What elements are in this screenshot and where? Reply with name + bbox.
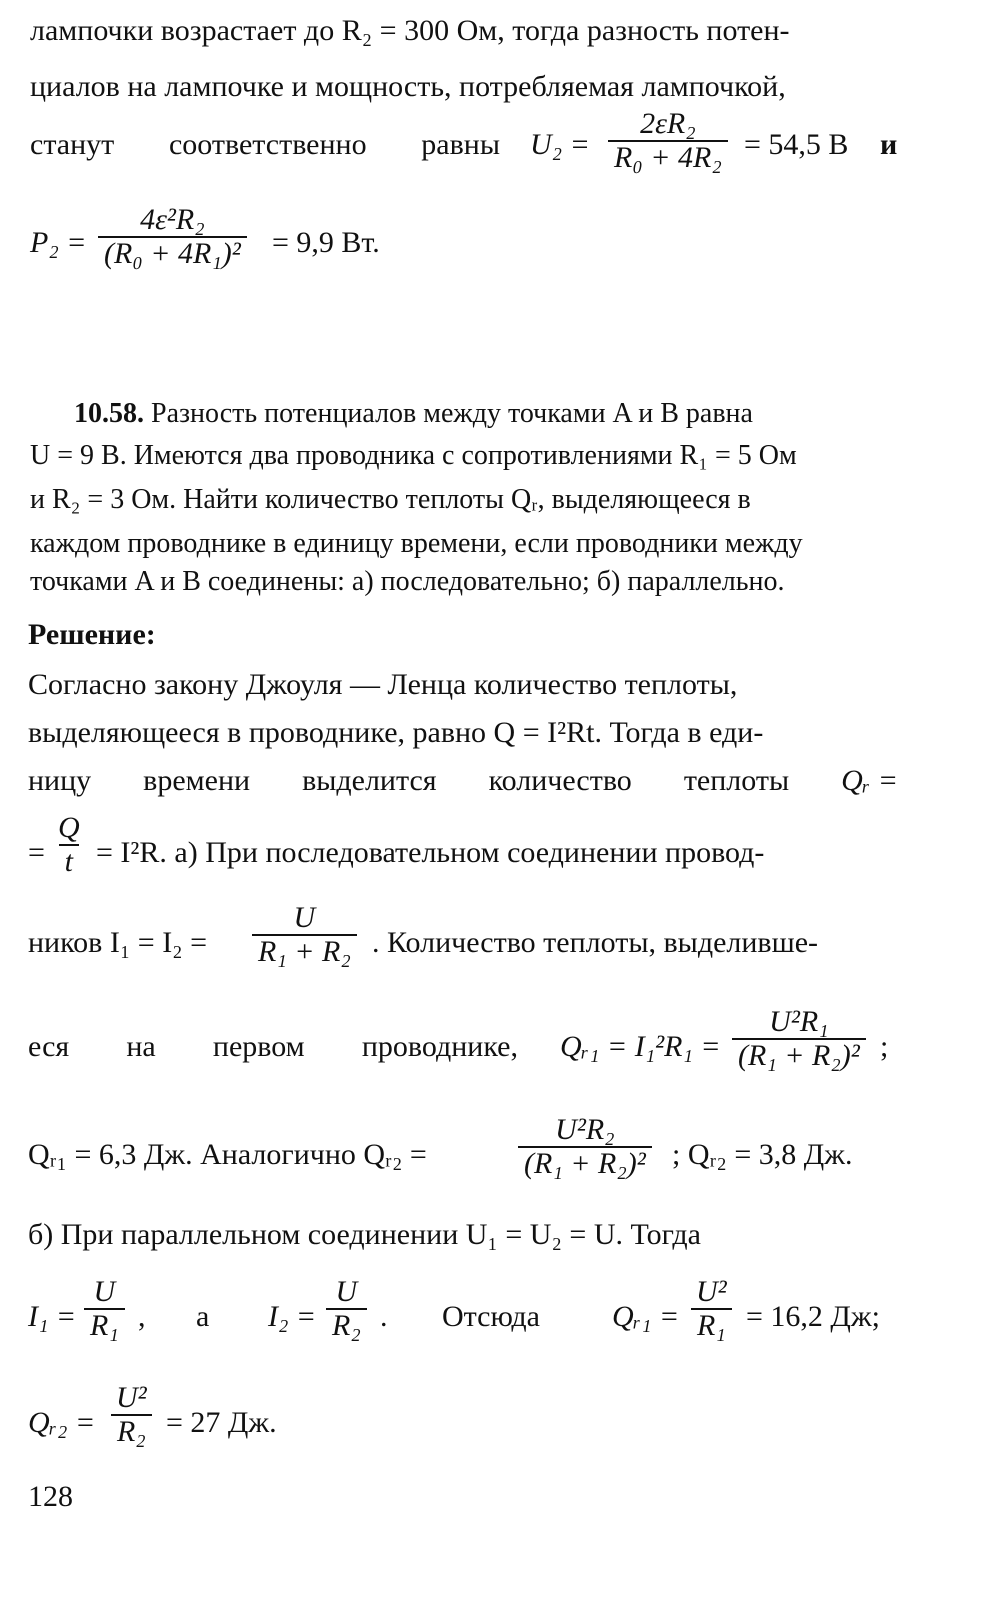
fraction — [608, 108, 728, 173]
fraction — [52, 812, 86, 877]
denominator: (R₀ + 4R₁)² — [98, 236, 247, 270]
numerator: 2εR₂ — [640, 107, 696, 140]
fraction — [518, 1114, 652, 1179]
solution-line — [28, 1030, 518, 1064]
word: теплоты — [683, 764, 790, 797]
formula-label: U₂ = — [530, 128, 590, 161]
word: еся — [28, 1030, 70, 1063]
formula-label: I₁ = — [28, 1300, 77, 1333]
fraction — [326, 1276, 367, 1341]
numerator: Q — [58, 811, 80, 844]
word: ницу — [28, 764, 92, 797]
denominator: t — [59, 844, 79, 878]
text-line: лампочки возрастает до R₂ = 300 Ом, тогда разность потен- — [30, 14, 790, 47]
word: времени — [143, 764, 251, 797]
problem-line: каждом проводнике в единицу времени, если проводники между — [30, 528, 803, 559]
word: Qᵣ = — [841, 764, 898, 797]
word: количество — [488, 764, 632, 797]
formula-label: Qᵣ₁ = — [612, 1300, 680, 1333]
word: равны — [421, 128, 500, 161]
numerator: U — [293, 901, 316, 934]
solution-line: б) При параллельном соединении U₁ = U₂ = U. Тогда — [28, 1218, 701, 1251]
fraction — [252, 902, 357, 967]
formula-label: ников I₁ = I₂ = — [28, 926, 208, 959]
formula-result: ; Qᵣ₂ = 3,8 Дж. — [672, 1138, 853, 1171]
formula-result: = 9,9 Вт. — [272, 226, 380, 259]
fraction — [690, 1276, 733, 1341]
solution-line: . Количество теплоты, выделивше- — [372, 926, 819, 959]
formula-label: Qᵣ₁ = I₁²R₁ = — [560, 1030, 721, 1063]
numerator: U²R₂ — [555, 1113, 615, 1146]
formula-label: = — [28, 836, 45, 869]
denominator: R₁ — [691, 1308, 732, 1342]
text-word: а — [196, 1300, 210, 1333]
formula-label: I₂ = — [268, 1300, 317, 1333]
punctuation: . — [380, 1300, 388, 1333]
denominator: R₀ + 4R₂ — [608, 140, 728, 174]
problem-text: Разность потенциалов между точками A и B равна — [151, 398, 753, 429]
text-line: циалов на лампочке и мощность, потребляемая лампочкой, — [30, 70, 786, 103]
problem-line — [74, 398, 753, 430]
numerator: U²R₁ — [769, 1005, 829, 1038]
formula-label: Qᵣ₁ = 6,3 Дж. Аналогично Qᵣ₂ = — [28, 1138, 427, 1171]
word: первом — [212, 1030, 305, 1063]
formula-result: = 27 Дж. — [166, 1406, 277, 1439]
solution-line: = I²R. а) При последовательном соединении провод- — [96, 836, 765, 869]
numerator: U — [335, 1275, 358, 1308]
solution-line: Согласно закону Джоуля — Ленца количество теплоты, — [28, 668, 738, 701]
denominator: R₂ — [326, 1308, 367, 1342]
word: выделится — [302, 764, 437, 797]
solution-line — [28, 764, 898, 798]
problem-number: 10.58. — [74, 398, 144, 429]
denominator: (R₁ + R₂)² — [518, 1146, 652, 1180]
punctuation: , — [138, 1300, 146, 1333]
formula-result: = 54,5 В — [744, 128, 849, 161]
text-line — [30, 128, 500, 162]
formula-label: P₂ = — [30, 226, 87, 259]
formula-label: Qᵣ₂ = — [28, 1406, 96, 1439]
word: на — [126, 1030, 156, 1063]
numerator: U² — [116, 1381, 147, 1414]
text-word: Отсюда — [442, 1300, 540, 1333]
word: соответственно — [168, 128, 367, 161]
solution-heading: Решение: — [28, 618, 156, 651]
problem-line: и R₂ = 3 Ом. Найти количество теплоты Qᵣ, выделяющееся в — [30, 484, 751, 515]
denominator: R₂ — [111, 1414, 152, 1448]
text-word: и — [880, 128, 898, 161]
numerator: U² — [696, 1275, 727, 1308]
solution-line: выделяющееся в проводнике, равно Q = I²Rt. Тогда в еди- — [28, 716, 764, 749]
numerator: U — [93, 1275, 116, 1308]
fraction — [84, 1276, 125, 1341]
word: проводнике, — [361, 1030, 518, 1063]
fraction — [110, 1382, 153, 1447]
fraction — [98, 204, 247, 269]
problem-line: U = 9 В. Имеются два проводника с сопротивлениями R₁ = 5 Ом — [30, 440, 797, 471]
numerator: 4ε²R₂ — [140, 203, 205, 236]
denominator: R₁ — [84, 1308, 125, 1342]
punctuation: ; — [880, 1030, 889, 1063]
page-number: 128 — [28, 1480, 73, 1513]
problem-line: точками A и B соединены: а) последовательно; б) параллельно. — [30, 566, 785, 597]
denominator: (R₁ + R₂)² — [732, 1038, 866, 1072]
fraction — [732, 1006, 866, 1071]
denominator: R₁ + R₂ — [252, 934, 357, 968]
formula-result: = 16,2 Дж; — [746, 1300, 880, 1333]
word: станут — [30, 128, 115, 161]
